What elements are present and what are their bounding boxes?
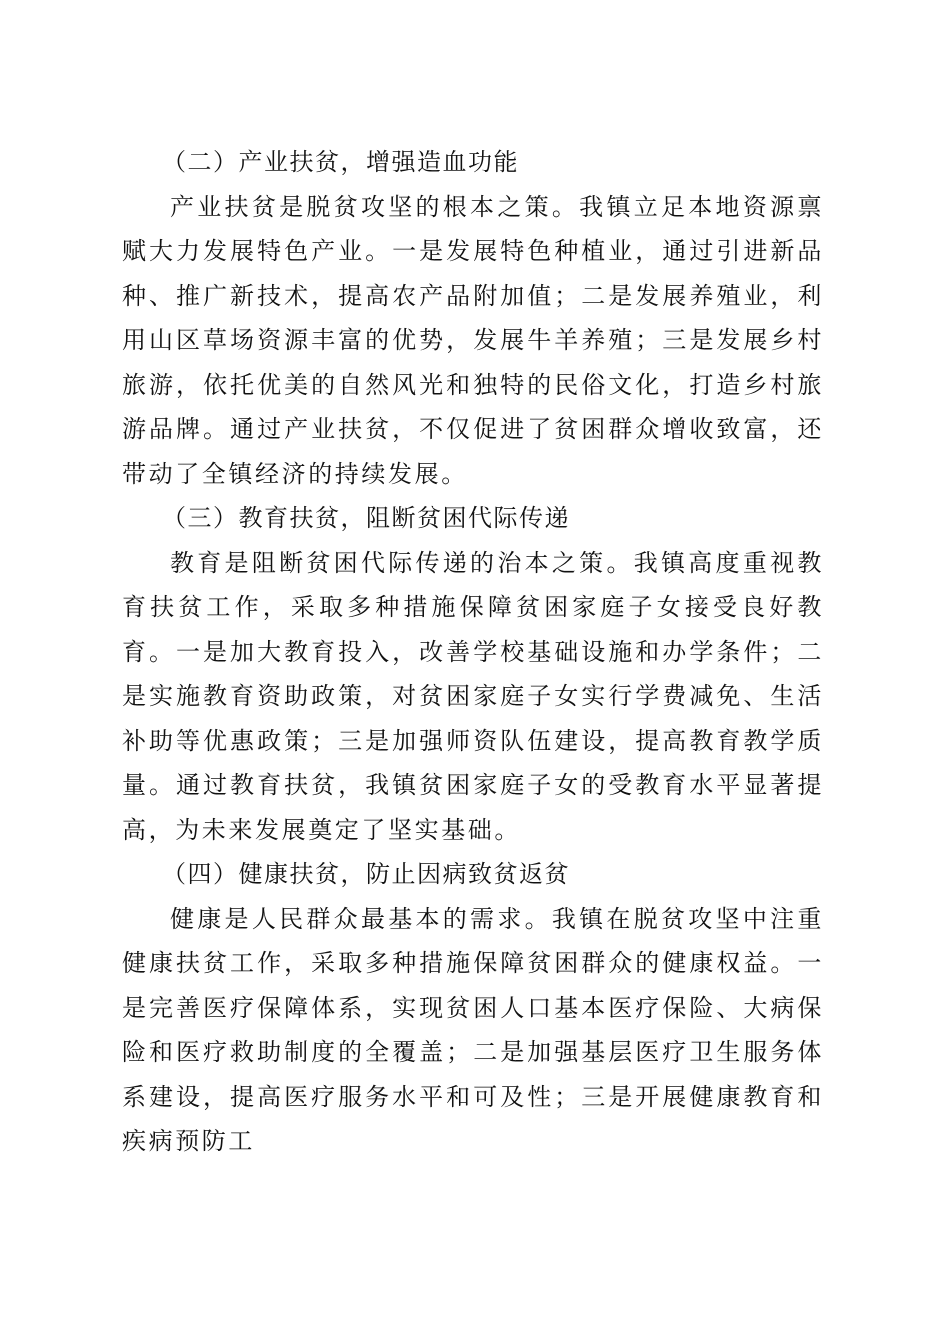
section-heading-health: （四）健康扶贫，防止因病致贫返贫 [162,860,570,888]
section-heading-education: （三）教育扶贫，阻断贫困代际传递 [162,504,570,532]
section-heading-industry: （二）产业扶贫，增强造血功能 [162,148,519,176]
section-paragraph-education: 教育是阻断贫困代际传递的治本之策。我镇高度重视教育扶贫工作，采取多种措施保障贫困家庭子女接受良好教育。一是加大教育投入，改善学校基础设施和办学条件；二是实施教育资助政策，对贫困家庭子女实行学费减免、生活补助等优惠政策；三是加强师资队伍建设，提高教育教学质量。通过教育扶贫，我镇贫困家庭子女的受教育水平显著提高，为未来发展奠定了坚实基础。 [122,548,824,844]
section-paragraph-industry: 产业扶贫是脱贫攻坚的根本之策。我镇立足本地资源禀赋大力发展特色产业。一是发展特色种植业，通过引进新品种、推广新技术，提高农产品附加值；二是发展养殖业，利用山区草场资源丰富的优势，发展牛羊养殖；三是发展乡村旅游，依托优美的自然风光和独特的民俗文化，打造乡村旅游品牌。通过产业扶贫，不仅促进了贫困群众增收致富，还带动了全镇经济的持续发展。 [122,192,824,488]
document-body [122,140,824,1164]
section-paragraph-health: 健康是人民群众最基本的需求。我镇在脱贫攻坚中注重健康扶贫工作，采取多种措施保障贫困群众的健康权益。一是完善医疗保障体系，实现贫困人口基本医疗保险、大病保险和医疗救助制度的全覆盖；二是加强基层医疗卫生服务体系建设，提高医疗服务水平和可及性；三是开展健康教育和疾病预防工 [122,904,824,1155]
